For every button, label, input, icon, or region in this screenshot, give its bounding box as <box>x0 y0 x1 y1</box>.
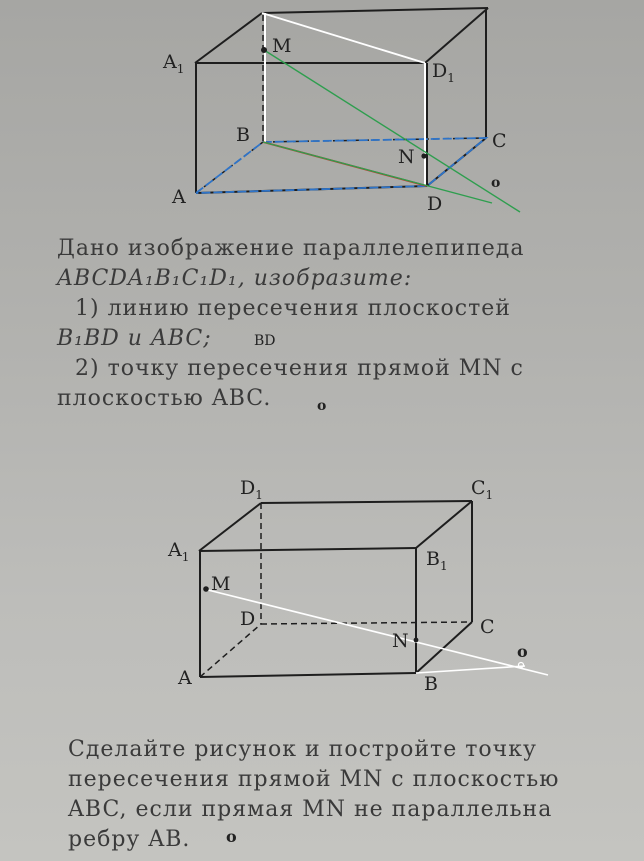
label-a1: $A_1$ <box>163 51 185 76</box>
task-1-line-4: B₁BD и ABC; <box>57 326 212 351</box>
label2-b: B <box>424 673 438 695</box>
construction2-white-ab-ext <box>416 666 525 673</box>
label2-a: A <box>178 667 192 689</box>
label2-b1: $B_1$ <box>426 548 448 573</box>
label2-d1: $D_1$ <box>240 477 263 502</box>
edge2-b1-c1 <box>416 501 472 548</box>
annotation-o-task1: o <box>317 398 327 414</box>
label2-c: C <box>480 616 495 638</box>
annotation-bd: BD <box>254 333 276 349</box>
point2-n-dot <box>414 638 419 643</box>
label-d: D <box>427 193 443 215</box>
task-2-text <box>68 735 559 855</box>
task-2-line-3: ABC, если прямая MN не параллельна <box>68 797 553 822</box>
label2-n: N <box>392 630 409 652</box>
label-b: B <box>236 124 250 146</box>
edge2-a-b <box>200 673 416 677</box>
task-2-line-2: пересечения прямой MN с плоскостью <box>68 767 560 792</box>
label-a: A <box>172 186 186 208</box>
task-1-line-6: плоскостью ABC. <box>57 386 272 411</box>
label-d1: $D_1$ <box>432 60 455 85</box>
annotation-o-figure1: o <box>491 175 501 191</box>
construction2-white-mn <box>204 589 548 675</box>
task-1-line-2: ABCDA₁B₁C₁D₁, изобразите: <box>57 266 413 291</box>
point2-m-dot <box>203 586 209 592</box>
edge2-d-c-hidden <box>261 622 472 624</box>
label-c: C <box>492 130 507 152</box>
edge2-a-d-hidden <box>200 624 261 677</box>
label-n: N <box>398 146 415 168</box>
label2-a1: $A_1$ <box>168 539 190 564</box>
edge2-a1-d1 <box>199 503 261 551</box>
annotation-o-figure2: o <box>517 642 528 661</box>
label2-d: D <box>240 608 256 630</box>
label2-c1: $C_1$ <box>471 477 494 502</box>
edge2-b-c <box>416 622 472 673</box>
task-1-line-3: 1) линию пересечения плоскостей <box>75 296 511 321</box>
task-1-line-1: Дано изображение параллелепипеда <box>57 236 525 261</box>
label2-m: M <box>211 573 231 595</box>
edge2-d1-c1 <box>261 501 472 503</box>
annotation-o-task2: o <box>226 827 237 846</box>
task-2-line-1: Сделайте рисунок и постройте точку <box>68 737 537 762</box>
task-2-line-4: ребру AB. <box>68 827 191 852</box>
task-1-line-5: 2) точку пересечения прямой MN с <box>75 356 524 381</box>
label-m: M <box>272 35 292 57</box>
edge2-a1-b1 <box>199 548 416 551</box>
